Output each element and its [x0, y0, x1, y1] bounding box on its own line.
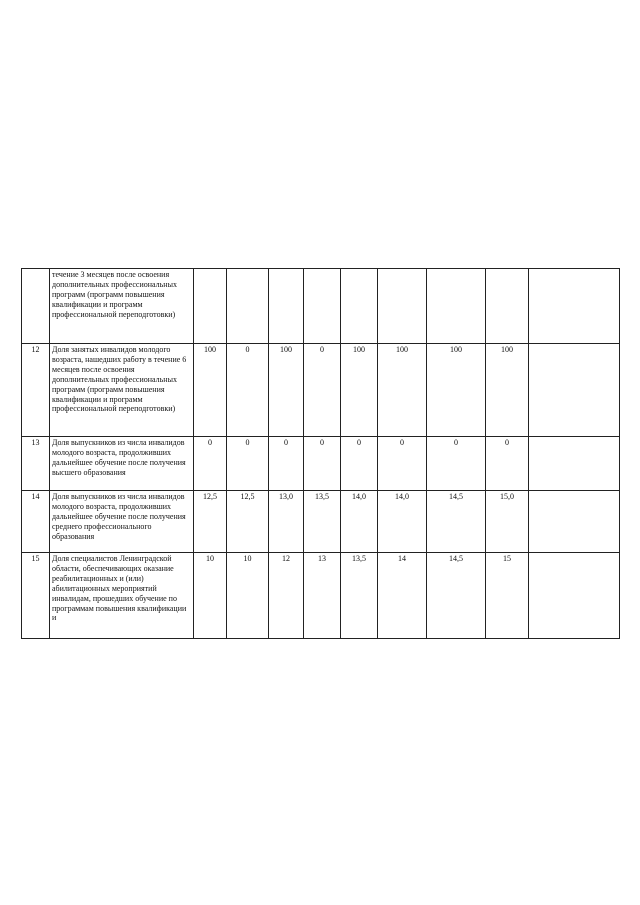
- row-number: 15: [22, 553, 50, 639]
- indicator-value: 12,5: [194, 491, 227, 553]
- indicator-value: [486, 269, 529, 344]
- indicator-value: 13,5: [304, 491, 341, 553]
- indicator-value: 14,0: [378, 491, 427, 553]
- indicator-value: 13,0: [269, 491, 304, 553]
- indicator-description: течение 3 месяцев после освоения дополнительных профессиональных программ (программ повышения квалификации и программ профессиональной переподготовки): [50, 269, 194, 344]
- table-row: [22, 491, 620, 553]
- indicator-value: 0: [304, 344, 341, 437]
- indicator-value: 0: [486, 437, 529, 491]
- indicator-note: [529, 344, 620, 437]
- indicator-value: 10: [194, 553, 227, 639]
- indicator-value: [269, 269, 304, 344]
- indicator-value: 14,0: [341, 491, 378, 553]
- indicator-value: 13: [304, 553, 341, 639]
- indicator-note: [529, 553, 620, 639]
- indicator-value: 100: [427, 344, 486, 437]
- indicator-description: Доля занятых инвалидов молодого возраста, нашедших работу в течение 6 месяцев после освоения дополнительных профессиональных программ (программ повышения квалификации и программ профессиональной переподготовки): [50, 344, 194, 437]
- indicator-value: 0: [304, 437, 341, 491]
- table-row: [22, 437, 620, 491]
- table-row: [22, 553, 620, 639]
- indicator-value: 0: [341, 437, 378, 491]
- indicator-description: Доля выпускников из числа инвалидов молодого возраста, продолживших дальнейшее обучение после получения среднего профессионального образования: [50, 491, 194, 553]
- indicator-description: Доля специалистов Ленинградской области, обеспечивающих оказание реабилитационных и (или) абилитационных мероприятий инвалидам, прошедших обучение по программам повышения квалификации и: [50, 553, 194, 639]
- indicator-note: [529, 269, 620, 344]
- indicator-value: [227, 269, 269, 344]
- indicator-note: [529, 437, 620, 491]
- row-number: [22, 269, 50, 344]
- indicator-value: 14,5: [427, 553, 486, 639]
- indicator-value: 14,5: [427, 491, 486, 553]
- indicator-value: 100: [341, 344, 378, 437]
- indicator-value: [427, 269, 486, 344]
- row-number: 12: [22, 344, 50, 437]
- indicator-value: 0: [427, 437, 486, 491]
- row-number: 13: [22, 437, 50, 491]
- indicator-value: 14: [378, 553, 427, 639]
- table-row: [22, 269, 620, 344]
- indicator-value: 0: [269, 437, 304, 491]
- indicator-value: 0: [227, 344, 269, 437]
- indicators-table: [21, 268, 620, 639]
- indicator-value: 0: [378, 437, 427, 491]
- row-number: 14: [22, 491, 50, 553]
- indicator-value: 0: [227, 437, 269, 491]
- indicator-value: 12: [269, 553, 304, 639]
- indicator-value: 100: [194, 344, 227, 437]
- indicator-value: 15: [486, 553, 529, 639]
- indicator-value: 12,5: [227, 491, 269, 553]
- indicator-value: 15,0: [486, 491, 529, 553]
- indicator-value: [304, 269, 341, 344]
- indicator-value: [341, 269, 378, 344]
- indicator-value: 10: [227, 553, 269, 639]
- indicator-value: [194, 269, 227, 344]
- indicator-value: 100: [486, 344, 529, 437]
- table-body: [22, 269, 620, 639]
- indicator-value: 13,5: [341, 553, 378, 639]
- table-row: [22, 344, 620, 437]
- indicator-value: [378, 269, 427, 344]
- indicator-value: 100: [378, 344, 427, 437]
- indicator-value: 100: [269, 344, 304, 437]
- indicator-note: [529, 491, 620, 553]
- indicator-description: Доля выпускников из числа инвалидов молодого возраста, продолживших дальнейшее обучение после получения высшего образования: [50, 437, 194, 491]
- indicator-value: 0: [194, 437, 227, 491]
